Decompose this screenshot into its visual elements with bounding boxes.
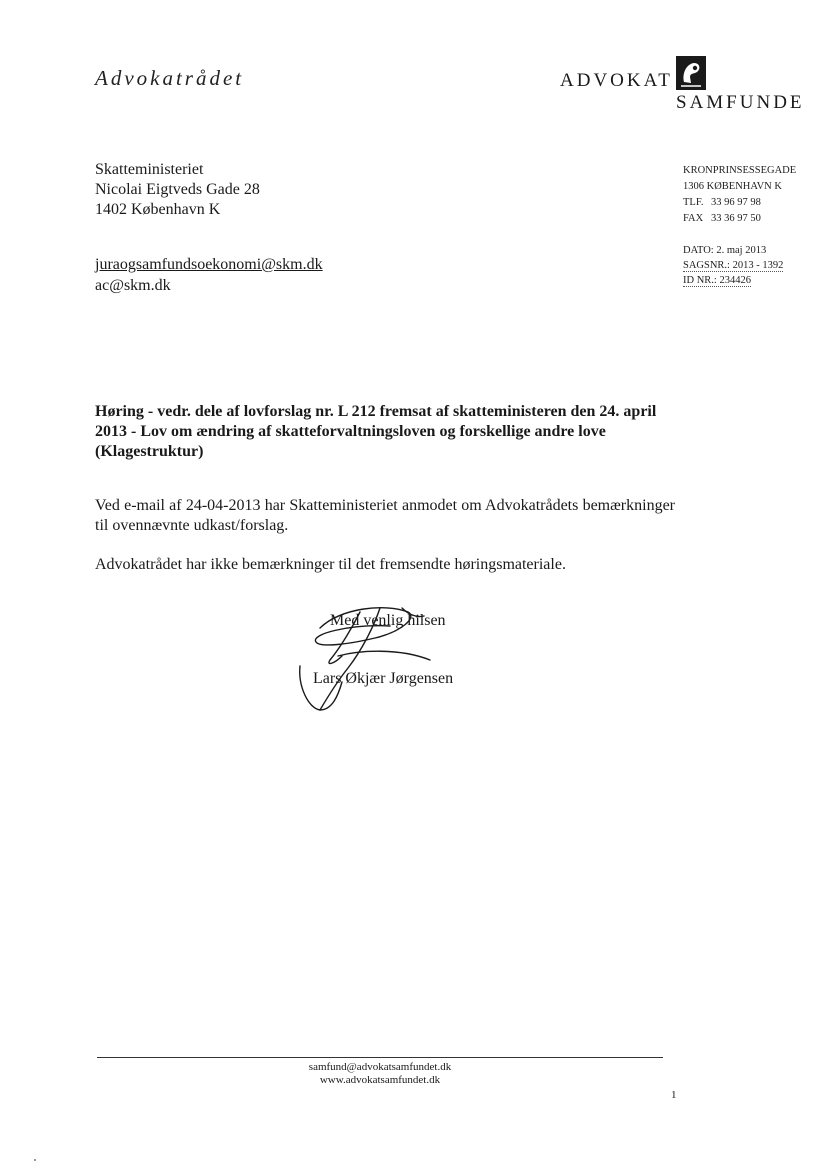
recipient-name: Skatteministeriet — [95, 161, 204, 178]
id-number: ID NR.: 234426 — [683, 275, 751, 286]
sender-tlf: 33 96 97 98 — [711, 197, 761, 208]
recipient-email-2: ac@skm.dk — [95, 277, 171, 294]
letter-date: DATO: 2. maj 2013 — [683, 245, 767, 256]
handwritten-signature — [290, 598, 460, 716]
recipient-address — [95, 160, 260, 220]
closing-greeting: Med venlig hilsen — [330, 612, 446, 629]
recipient-emails — [95, 254, 323, 296]
advokatsamfundet-logo — [560, 56, 820, 116]
sender-address — [683, 163, 823, 227]
organization-name: Advokatrådet — [95, 66, 245, 90]
footer-contact — [230, 1061, 530, 1087]
signer-name: Lars Økjær Jørgensen — [313, 670, 454, 687]
recipient-street: Nicolai Eigtveds Gade 28 — [95, 181, 260, 198]
sender-tlf-label: TLF. — [683, 197, 704, 208]
sender-fax-label: FAX — [683, 213, 704, 224]
sender-city: 1306 KØBENHAVN K — [683, 181, 782, 192]
body-paragraph-1: Ved e-mail af 24-04-2013 har Skatteministeriet anmodet om Advokatrådets bemærkninger til ovennævnte udkast/forslag. — [95, 497, 675, 534]
letter-metadata — [683, 243, 783, 288]
scan-artifact — [34, 1159, 36, 1161]
case-number: SAGSNR.: 2013 - 1392 — [683, 260, 784, 271]
sender-fax: 33 36 97 50 — [711, 213, 761, 224]
page-number: 1 — [671, 1089, 677, 1101]
footer-email[interactable]: samfund@advokatsamfundet.dk — [308, 1061, 452, 1073]
recipient-city: 1402 København K — [95, 201, 221, 218]
footer-divider — [97, 1057, 663, 1058]
body-paragraph-2: Advokatrådet har ikke bemærkninger til det fremsendte høringsmateriale. — [95, 556, 566, 573]
logo-text-line2: SAMFUNDE — [676, 92, 805, 113]
sender-street: KRONPRINSESSEGADE — [683, 165, 797, 176]
logo-text-line1: ADVOKAT — [560, 70, 673, 91]
letter-subject: Høring - vedr. dele af lovforslag nr. L 212 fremsat af skatteministeren den 24. april 2013 - Lov om ændring af skatteforvaltningsloven og forskellige andre love (Klagestruktur) — [95, 403, 657, 460]
logo-emblem-icon — [676, 56, 706, 90]
footer-website[interactable]: www.advokatsamfundet.dk — [319, 1074, 441, 1086]
recipient-email-link-1[interactable]: juraogsamfundsoekonomi@skm.dk — [95, 256, 323, 273]
